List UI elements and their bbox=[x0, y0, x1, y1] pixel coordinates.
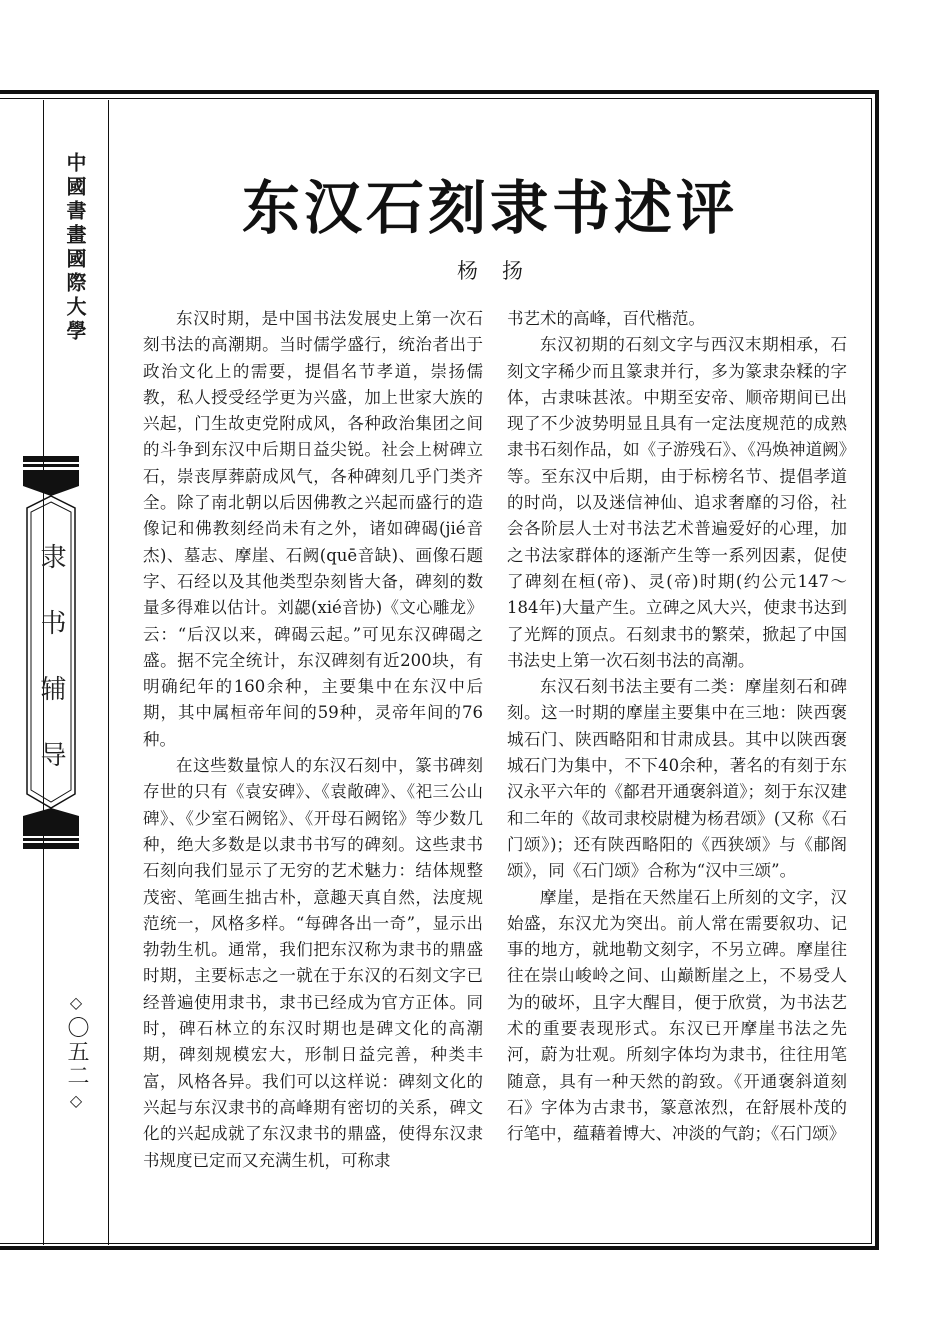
paragraph-continuation: 书艺术的高峰，百代楷范。 bbox=[507, 309, 705, 328]
body-column-left bbox=[143, 306, 483, 1174]
paragraph: 东汉时期，是中国书法发展史上第一次石刻书法的高潮期。当时儒学盛行，统治者出于政治文化上的需要，提倡名节孝道，崇扬儒教，私人授受经学更为兴盛，加上世家大族的兴起，门生故吏党附成风，各种政治集团之间的斗争到东汉中后期日益尖锐。社会上树碑立石，崇丧厚葬蔚成风气，各种碑刻几乎门类齐全。除了南北朝以后因佛教之兴起而盛行的造像记和佛教刻经尚未有之外，诸如碑碣(jié音杰)、墓志、摩崖、石阙(quē音缺)、画像石题字、石经以及其他类型杂刻皆大备，碑刻的数量多得难以估计。刘勰(xié音协)《文心雕龙》云：“后汉以来，碑碣云起。”可见东汉碑碣之盛。据不完全统计，东汉碑刻有近200块，有明确纪年的160余种，主要集中在东汉中后期，其中属桓帝年间的59种，灵帝年间的76种。 bbox=[143, 309, 483, 749]
paragraph: 东汉初期的石刻文字与西汉末期相承，石刻文字稀少而且篆隶并行，多为篆隶杂糅的字体，古隶味甚浓。中期至安帝、顺帝期间已出现了不少波势明显且具有一定法度规范的成熟隶书石刻作品，如《子游残石》、《冯焕神道阙》等。至东汉中后期，由于标榜名节、提倡孝道的时尚，以及迷信神仙、追求奢靡的习俗，社会各阶层人士对书法艺术普遍爱好的心理，加之书法家群体的逐渐产生等一系列因素，促使了碑刻在桓(帝)、灵(帝)时期(约公元147～184年)大量产生。立碑之风大兴，使隶书达到了光辉的顶点。石刻隶书的繁荣，掀起了中国书法史上第一次石刻书法的高潮。 bbox=[507, 335, 847, 670]
paragraph: 摩崖，是指在天然崖石上所刻的文字，汉始盛，东汉尤为突出。前人常在需要叙功、记事的地方，就地勒文刻字，不另立碑。摩崖往往在崇山峻岭之间、山巅断崖之上，不易受人为的破坏，且字大醒目，便于欣赏，为书法艺术的重要表现形式。东汉已开摩崖书法之先河，蔚为壮观。所刻字体均为隶书，往往用笔随意，具有一种天然的韵致。《开通褒斜道刻石》字体为古隶书，篆意浓烈，在舒展朴茂的行笔中，蕴藉着博大、冲淡的气韵；《石门颂》 bbox=[507, 887, 847, 1144]
journal-name: 中國書畫國際大學 bbox=[63, 152, 87, 344]
diamond-top-icon: ◇ bbox=[69, 993, 83, 1012]
paragraph: 东汉石刻书法主要有二类：摩崖刻石和碑刻。这一时期的摩崖主要集中在三地：陕西褒城石门、陕西略阳和甘肃成县。其中以陕西褒城石门为集中，不下40余种，著名的有刻于东汉永平六年的《鄐君开通褒斜道》；刻于东汉建和二年的《故司隶校尉楗为杨君颂》(又称《石门颂》)；还有陕西略阳的《西狭颂》与《郙阁颂》，同《石门颂》合称为“汉中三颂”。 bbox=[507, 677, 847, 881]
article-author: 杨扬 bbox=[457, 259, 547, 283]
article-title: 东汉石刻隶书述评 bbox=[241, 174, 738, 242]
page-number-digits: 〇五二 bbox=[64, 1016, 89, 1088]
body-column-right bbox=[507, 306, 847, 1148]
column-name: 隶书辅导 bbox=[36, 543, 66, 807]
column-name-box bbox=[20, 456, 126, 866]
paragraph: 在这些数量惊人的东汉石刻中，篆书碑刻存世的只有《袁安碑》、《袁敞碑》、《祀三公山碑》、《少室石阙铭》、《开母石阙铭》等少数几种，绝大多数是以隶书书写的碑刻。这些隶书石刻向我们显示了无穷的艺术魅力：结体规整茂密、笔画生拙古朴，意趣天真自然，法度规范统一，风格多样。“每碑各出一奇”，显示出勃勃生机。通常，我们把东汉称为隶书的鼎盛时期，主要标志之一就在于东汉的石刻文字已经普遍使用隶书，隶书已经成为官方正体。同时，碑石林立的东汉时期也是碑文化的高潮期，碑刻规模宏大，形制日益完善，种类丰富，风格各异。我们可以这样说：碑刻文化的兴起与东汉隶书的高峰期有密切的关系，碑文化的兴起成就了东汉隶书的鼎盛，使得东汉隶书规度已定而又充满生机，可称隶 bbox=[143, 756, 483, 1170]
diamond-bottom-icon: ◇ bbox=[69, 1091, 83, 1110]
page-number bbox=[61, 990, 91, 1114]
